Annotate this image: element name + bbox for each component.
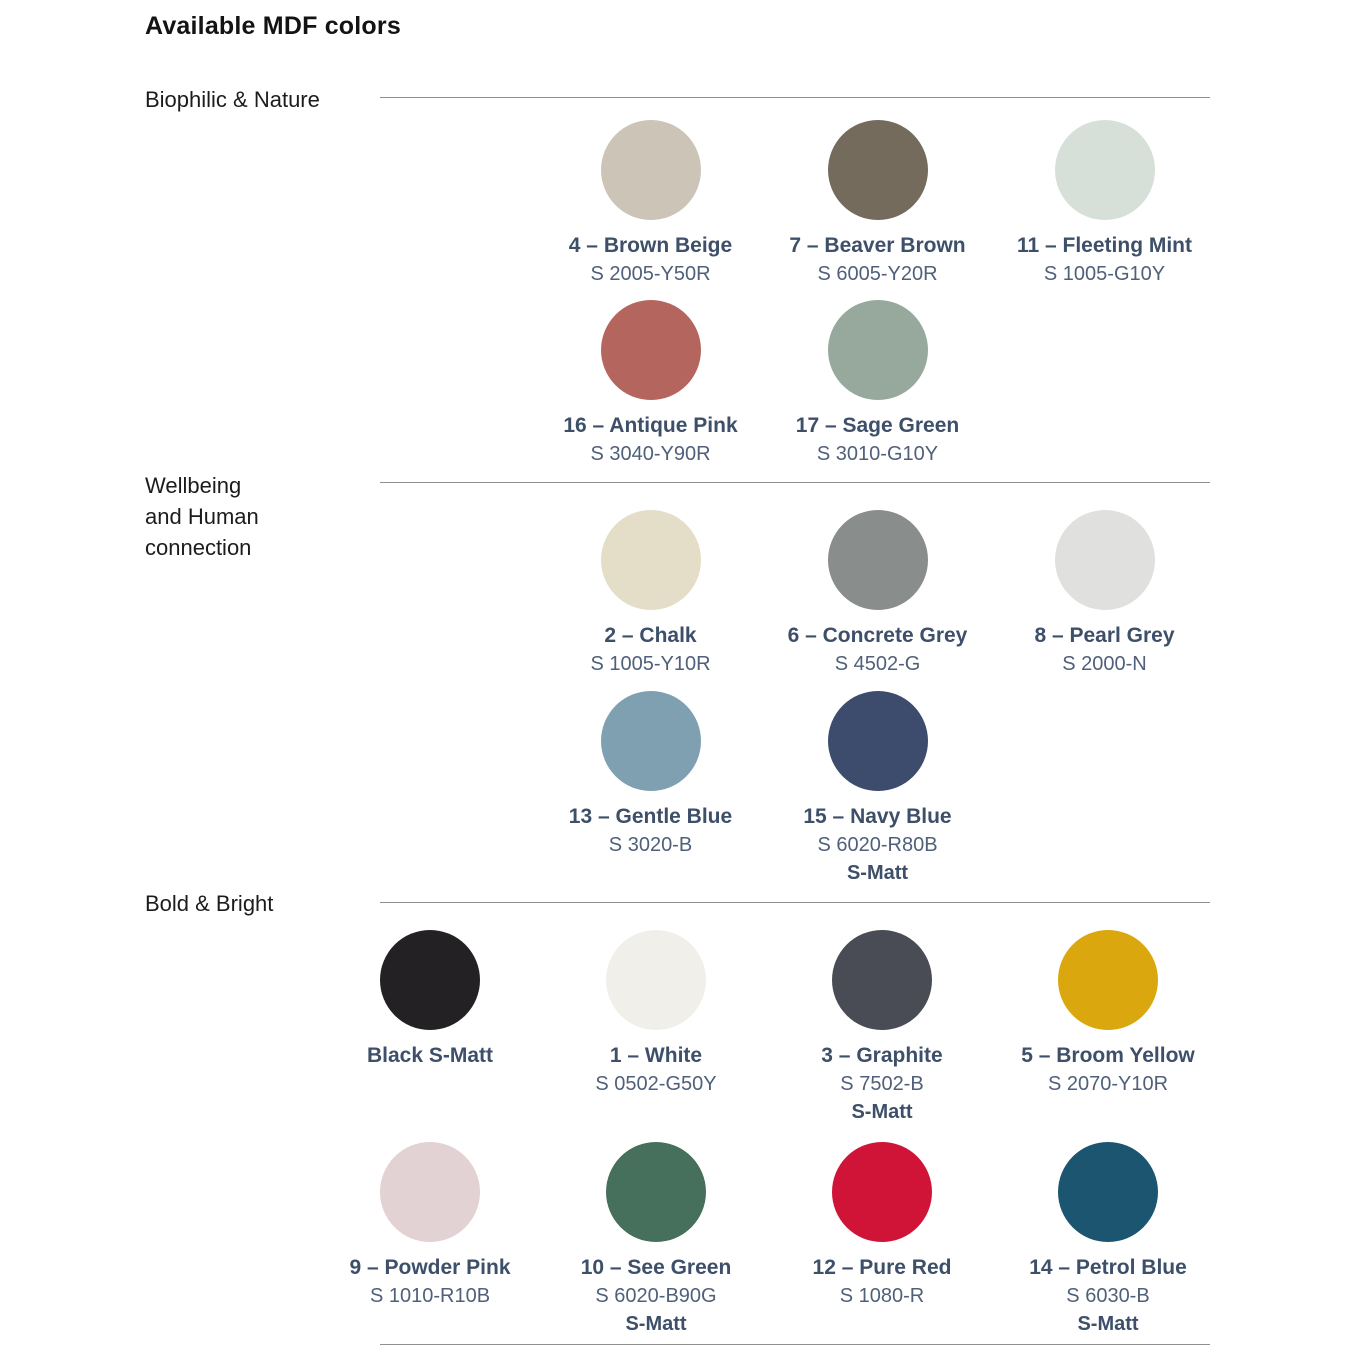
swatch-name: 13 – Gentle Blue: [568, 805, 733, 828]
swatch-row: [537, 120, 1218, 288]
color-dot: [606, 1142, 706, 1242]
swatch-name: 11 – Fleeting Mint: [1016, 234, 1193, 257]
swatch-broom-yellow: [995, 930, 1221, 1126]
swatch-name: 2 – Chalk: [604, 624, 697, 647]
swatch-code: S 3020-B: [608, 834, 693, 856]
swatch-name: 6 – Concrete Grey: [787, 624, 968, 647]
swatch-code: S 6030-B: [1066, 1285, 1150, 1307]
section-label-wellbeing: [145, 470, 395, 563]
swatch-finish: S-Matt: [846, 862, 909, 884]
swatch-name: 7 – Beaver Brown: [789, 234, 966, 257]
swatch-name: 16 – Antique Pink: [563, 414, 738, 437]
swatch-finish: S-Matt: [1077, 1313, 1139, 1335]
color-dot: [380, 1142, 480, 1242]
color-dot: [828, 510, 928, 610]
bottom-divider: [380, 1344, 1210, 1345]
section-divider: [380, 902, 1210, 903]
swatch-sage-green: [764, 300, 991, 468]
swatch-black-s-matt: [317, 930, 543, 1126]
color-dot: [1058, 1142, 1158, 1242]
swatch-code: S 1080-R: [839, 1285, 925, 1307]
swatch-finish: S-Matt: [851, 1101, 913, 1123]
color-dot: [828, 691, 928, 791]
swatch-row: [537, 691, 991, 887]
swatch-pure-red: [769, 1142, 995, 1338]
swatch-code: S 7502-B: [840, 1073, 924, 1095]
section-label-line: Bold & Bright: [145, 891, 274, 916]
color-dot: [601, 510, 701, 610]
color-dot: [832, 1142, 932, 1242]
section-label-line: Biophilic & Nature: [145, 87, 320, 112]
page-title: Available MDF colors: [145, 12, 401, 40]
swatch-name: 3 – Graphite: [821, 1044, 943, 1067]
swatch-name: 1 – White: [609, 1044, 703, 1067]
swatch-brown-beige: [537, 120, 764, 288]
section-divider: [380, 482, 1210, 483]
swatch-name: 8 – Pearl Grey: [1034, 624, 1175, 647]
swatch-beaver-brown: [764, 120, 991, 288]
swatch-code: S 2070-Y10R: [1047, 1073, 1169, 1095]
color-dot: [601, 300, 701, 400]
section-divider: [380, 97, 1210, 98]
swatch-gentle-blue: [537, 691, 764, 887]
color-dot: [601, 691, 701, 791]
swatch-name: 14 – Petrol Blue: [1029, 1256, 1187, 1279]
section-label-biophilic-nature: [145, 84, 395, 115]
swatch-name: 5 – Broom Yellow: [1021, 1044, 1195, 1067]
swatch-code: S 0502-G50Y: [595, 1073, 717, 1095]
swatch-chalk: [537, 510, 764, 678]
section-label-line: Wellbeing: [145, 473, 242, 498]
swatch-graphite: [769, 930, 995, 1126]
swatch-row: [537, 510, 1218, 678]
swatch-navy-blue: [764, 691, 991, 887]
swatch-code: S 1010-R10B: [369, 1285, 491, 1307]
section-label-line: connection: [145, 535, 252, 560]
swatch-name: 17 – Sage Green: [795, 414, 960, 437]
swatch-code: S 6020-B90G: [595, 1285, 717, 1307]
swatch-pearl-grey: [991, 510, 1218, 678]
swatch-concrete-grey: [764, 510, 991, 678]
swatch-code: S 6005-Y20R: [817, 263, 938, 285]
swatch-code: S 1005-Y10R: [590, 653, 711, 675]
swatch-code: S 4502-G: [834, 653, 921, 675]
color-dot: [1055, 120, 1155, 220]
swatch-code: S 3040-Y90R: [590, 443, 711, 465]
swatch-finish: S-Matt: [625, 1313, 687, 1335]
color-dot: [380, 930, 480, 1030]
swatch-row: [317, 930, 1221, 1126]
color-dot: [601, 120, 701, 220]
swatch-fleeting-mint: [991, 120, 1218, 288]
color-dot: [828, 300, 928, 400]
swatch-name: 4 – Brown Beige: [568, 234, 733, 257]
swatch-name: Black S-Matt: [366, 1044, 494, 1067]
swatch-code: S 1005-G10Y: [1043, 263, 1166, 285]
swatch-code: S 3010-G10Y: [816, 443, 939, 465]
color-dot: [828, 120, 928, 220]
swatch-row: [317, 1142, 1221, 1338]
swatch-see-green: [543, 1142, 769, 1338]
swatch-petrol-blue: [995, 1142, 1221, 1338]
swatch-antique-pink: [537, 300, 764, 468]
color-dot: [832, 930, 932, 1030]
color-dot: [1055, 510, 1155, 610]
swatch-name: 15 – Navy Blue: [803, 805, 952, 828]
section-label-line: and Human: [145, 504, 259, 529]
swatch-white: [543, 930, 769, 1126]
swatch-name: 9 – Powder Pink: [349, 1256, 511, 1279]
swatch-name: 12 – Pure Red: [812, 1256, 952, 1279]
swatch-code: S 2005-Y50R: [590, 263, 711, 285]
swatch-name: 10 – See Green: [580, 1256, 732, 1279]
section-label-bold-bright: [145, 888, 395, 919]
swatch-code: S 2000-N: [1062, 653, 1147, 675]
swatch-code: S 6020-R80B: [817, 834, 938, 856]
color-dot: [1058, 930, 1158, 1030]
color-dot: [606, 930, 706, 1030]
swatch-powder-pink: [317, 1142, 543, 1338]
swatch-row: [537, 300, 991, 468]
